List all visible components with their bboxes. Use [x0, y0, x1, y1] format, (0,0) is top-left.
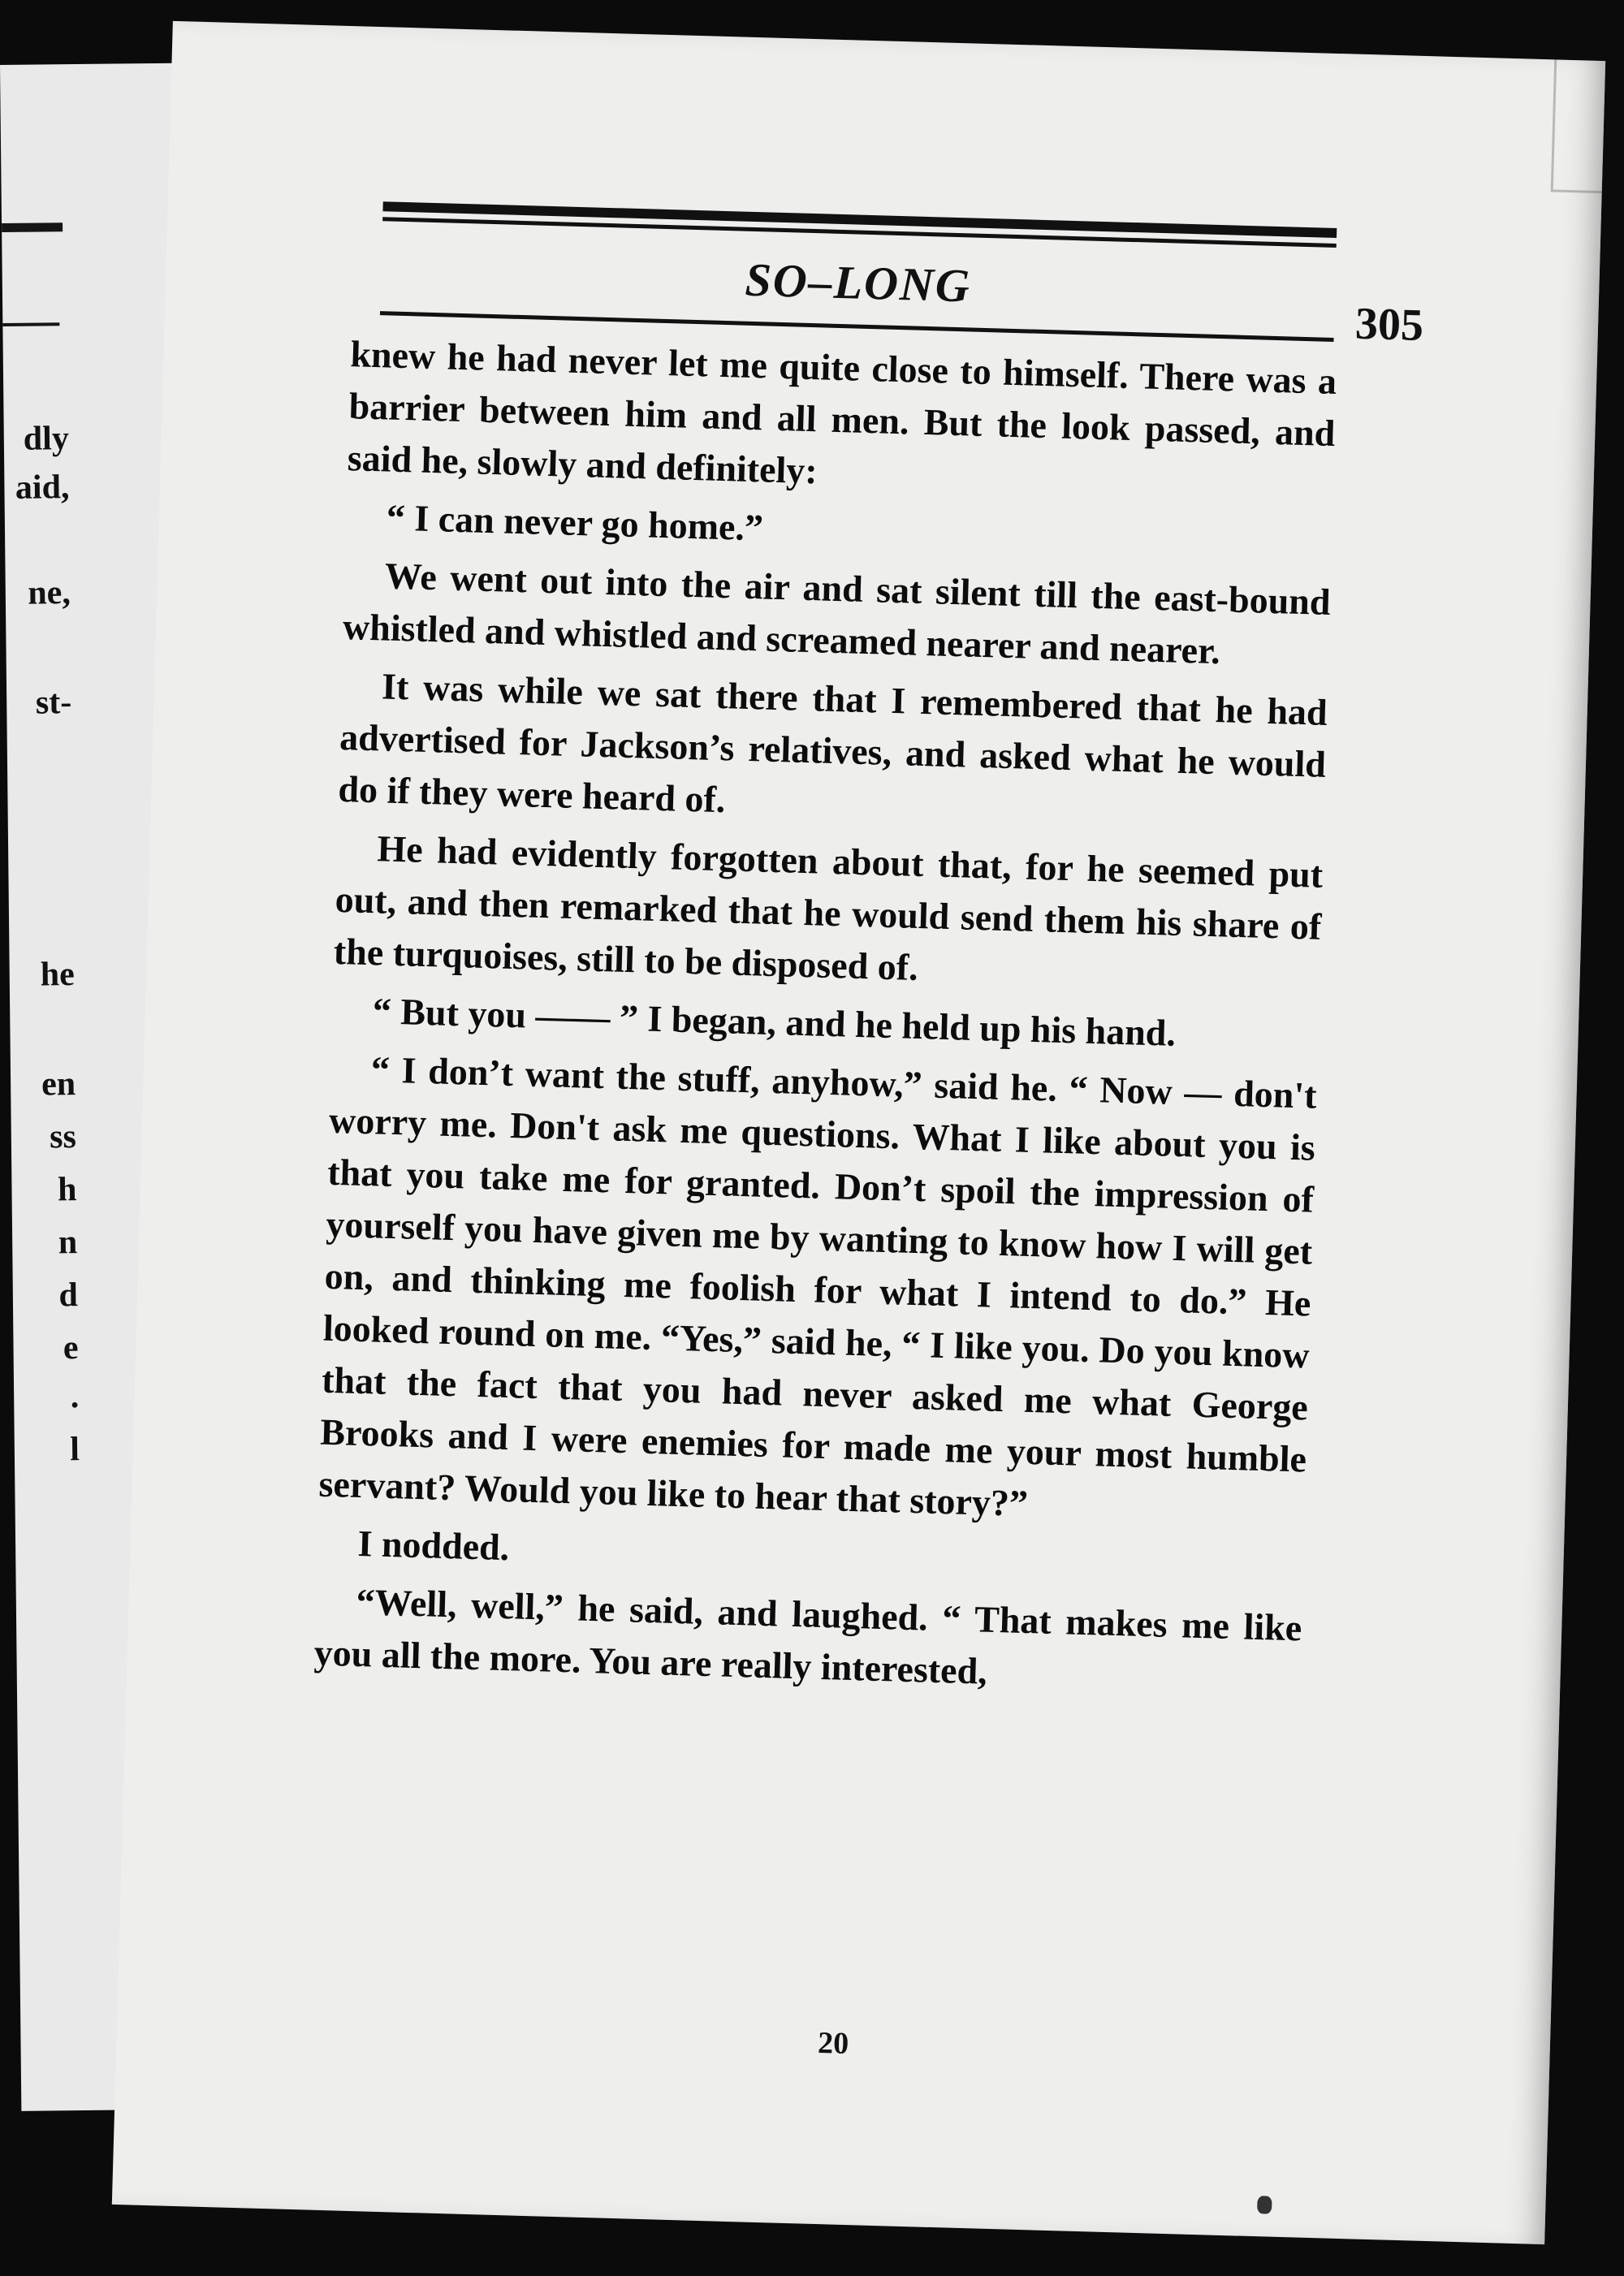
- left-page-fragment: st-: [35, 684, 72, 722]
- paragraph: I nodded.: [356, 1522, 510, 1569]
- ink-smudge: [1257, 2196, 1272, 2213]
- left-page-fragment: en: [41, 1065, 76, 1103]
- page-corner-fold: [1551, 59, 1606, 193]
- left-page-fragment: d: [58, 1276, 79, 1315]
- left-page-rule: [2, 222, 63, 232]
- left-page-fragment: he: [40, 956, 75, 994]
- left-page-fragment: ne,: [28, 574, 71, 612]
- left-page-fragment: e: [63, 1329, 79, 1367]
- paragraph: “ I don’t want the stuff, anyhow,” said he. “ Now — don't worry me. Don't ask me questions. What I like about you is that you take me for granted. Don’t spoil the impression of yourself you have given me by wanting to know how I will get on, and thinking me foolish for what I intend to do.” He looked round on me. “Yes,” said he, “ I like you. Do you know that the fact that you had never asked me what George Brooks and I were enemies for made me your most humble servant? Would you like to hear that story?”: [317, 1048, 1318, 1524]
- paragraph: We went out into the air and sat silent till the east-bound whistled and whistled and screamed nearer and nearer.: [342, 555, 1332, 672]
- running-head: SO–LONG: [744, 253, 972, 313]
- left-page-rule: [2, 322, 59, 326]
- paragraph: “Well, well,” he said, and laughed. “ That makes me like you all the more. You are really interested,: [313, 1580, 1302, 1692]
- paragraph: “ But you —— ” I began, and he held up his hand.: [372, 990, 1177, 1054]
- paragraph: It was while we sat there that I remembered that he had advertised for Jackson’s relatives, and asked what he would do if they were heard of.: [337, 665, 1328, 821]
- paragraph: “ I can never go home.”: [386, 496, 764, 549]
- paragraph: knew he had never let me quite close to himself. There was a barrier between him and all men. But the look passed, and said he, slowly and definitely:: [347, 333, 1337, 492]
- signature-mark: 20: [817, 2026, 849, 2062]
- left-page-fragment: ss: [49, 1118, 77, 1156]
- book-page: [112, 21, 1605, 2244]
- paragraph: He had evidently forgotten about that, for he seemed put out, and then remarked that he would send them his share of the turquoises, still to be disposed of.: [333, 827, 1324, 988]
- page-number: 305: [1354, 298, 1424, 352]
- left-page-fragment: h: [57, 1171, 77, 1209]
- left-page-fragment: dly: [23, 420, 70, 458]
- left-page-fragment: n: [58, 1224, 78, 1262]
- left-page-fragment: aid,: [15, 469, 70, 507]
- body-text: [313, 328, 1337, 1712]
- left-page-fragment: l: [69, 1431, 80, 1469]
- left-page-fragment: .: [70, 1378, 80, 1416]
